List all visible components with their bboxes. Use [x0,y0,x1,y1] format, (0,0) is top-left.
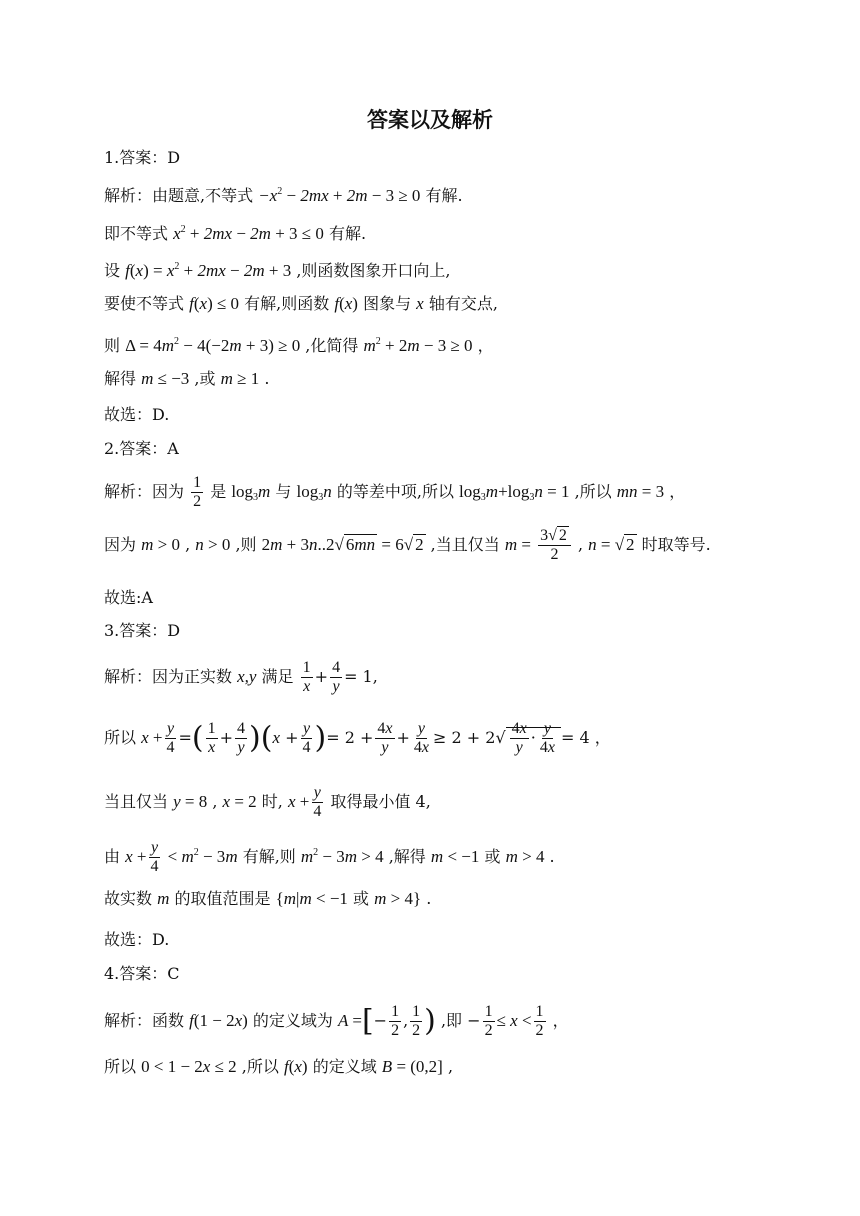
text: 或 [484,847,501,866]
formula: m > 0 [141,535,180,554]
formula: x [416,294,424,313]
text: 的定义域为 [252,1011,333,1030]
q3-line-3 [104,784,431,821]
formula: m [157,889,170,908]
formula: m = [504,535,531,554]
formula: f(x) ≤ 0 [189,294,240,313]
text: 解得 [104,369,137,388]
text: . [264,369,270,388]
formula: $\log_3n$ [296,482,332,503]
text: ， [552,1011,569,1030]
text: , [212,792,218,811]
formula: n > 0 [195,535,231,554]
fraction: $\frac{1}{2}$ [412,1003,421,1039]
formula: m ≤ −3 [141,369,190,388]
q1-answer: 1.答案：D [104,148,181,167]
formula: f(x) [334,294,358,313]
text: . [549,847,555,866]
formula: $m^2 + 2m - 3 \ge 0$ [363,336,473,355]
text: 解析：因为 [104,482,185,501]
formula: $x^2 + 2mx - 2m + 3 \le 0$ [173,224,324,243]
text: ,则函数图象开口向上, [296,261,451,280]
formula: 0 < 1 − 2x ≤ 2 [141,1057,237,1076]
fraction: $\frac{y}{4}$ [302,720,311,756]
formula: n = √ 2 [588,535,635,554]
fraction: $\frac{1}{2}$ [193,474,202,510]
text: ,所以 [241,1057,279,1076]
formula: $f(x) = x^2 + 2mx - 2m + 3$ [125,261,292,280]
q4-line-2 [104,1056,453,1078]
text: ,或 [194,369,216,388]
text: 的定义域 [312,1057,377,1076]
text: 与 [275,482,292,501]
text: , [185,535,191,554]
fraction: $\frac{y}{4x}$ [413,720,430,756]
text: 有解,则函数 [244,294,330,313]
text: ， [594,728,611,747]
text: 轴有交点, [428,294,498,313]
q3-line-5 [104,888,431,910]
text: 图象与 [363,294,412,313]
text: 的等差中项,所以 [336,482,454,501]
fraction: $\frac{y}{4}$ [166,720,175,756]
fraction: $\frac{1}{x}$ [302,659,311,695]
text: ， [669,482,686,501]
formula: $\log_3m$ [231,482,271,503]
formula: $-x^2 - 2mx + 2m - 3 \ge 0$ [258,186,421,205]
text: ,即 [440,1011,463,1030]
fraction: $\frac{y}{4x}$ [539,720,555,756]
fraction: $\frac{4x}{y}$ [511,720,527,756]
q1-line-6 [104,368,269,390]
formula: f(x) [283,1057,308,1076]
q1-pick: 故选：D. [104,405,170,424]
text: 满足 [261,667,294,686]
fraction: $\frac{3√ 2}{2}$ [538,527,571,564]
text: 所以 [104,1057,137,1076]
formula: m ≥ 1 [220,369,260,388]
text: 解析：因为正实数 [104,667,233,686]
text: ,化简得 [305,336,359,355]
text: 由 [104,847,121,866]
text: 设 [104,261,121,280]
q2-answer: 2.答案：A [104,439,179,458]
fraction: $\frac{y}{4}$ [150,839,159,875]
formula: B = (0,2] [381,1057,443,1076]
text: ， [477,336,494,355]
formula: x + [141,728,163,747]
text: 要使不等式 [104,294,185,313]
text: 时, [261,792,283,811]
formula: x + [125,847,147,866]
text: 当且仅当 [104,792,169,811]
formula: < $m^2 - 3m$ [167,847,238,866]
formula: m > 4 [505,847,545,866]
text: 有解. [328,224,367,243]
q2-line-1 [104,474,685,511]
text: 有解. [425,186,463,205]
fraction: $\frac{y}{4}$ [313,784,322,820]
formula: $\log_3m+\log_3n = 1$ [459,482,570,503]
formula: f(1 − 2x) [189,1011,248,1030]
formula: $\Delta = 4m^2 - 4(-2m + 3) \ge 0$ [125,336,301,355]
text: 时取等号. [641,535,711,554]
q1-line-5 [104,331,494,357]
q4-answer: 4.答案：C [104,964,180,983]
text: , [372,667,378,686]
formula: $m^2 - 3m > 4$ [300,847,384,866]
q3-pick: 故选：D. [104,930,170,949]
text: 或 [353,889,370,908]
text: ,所以 [574,482,612,501]
text: 所以 [104,728,137,747]
text: , [577,535,584,554]
formula: ≤ x < [496,1011,532,1030]
text: . [426,889,432,908]
text: 故实数 [104,889,153,908]
fraction: $\frac{1}{x}$ [207,720,216,756]
text: 解析：函数 [104,1011,185,1030]
formula: x,y [237,667,257,686]
page-title: 答案以及解析 [367,108,493,132]
q3-line-1: 解析：因为正实数 x,y 满足 $\frac{1}{x}$ + $\frac{4}{y}$ = 1, [104,659,378,695]
fraction: $\frac{4}{y}$ [332,659,341,695]
q1-line-2 [104,219,366,245]
fraction: $\frac{1}{2}$ [535,1003,544,1039]
q4-line-1: 解析：函数 f(1 − 2x) 的定义域为 A =[− $\frac{1}{2}$ , $\frac{1}{2}$ ) ,即 − $\frac{1}{2}$ ≤ x < $\frac{1}{2}$ ， [104,1003,569,1039]
formula: y = 8 [173,792,208,811]
text: 因为 [104,535,137,554]
text: 有解,则 [242,847,296,866]
text: 解析：由题意,不等式 [104,186,254,205]
text: , [447,1057,454,1076]
text: 的取值范围是 [174,889,271,908]
q3-answer: 3.答案：D [104,621,181,640]
text: 取得最小值 4, [330,792,431,811]
formula: m > 4} [374,889,422,908]
formula: x = 2 [222,792,257,811]
fraction: $\frac{1}{2}$ [391,1003,400,1039]
q1-line-1 [104,181,463,207]
formula: {m|m < −1 [275,889,348,908]
formula: mn = 3 [616,482,665,501]
text: ,解得 [388,847,426,866]
text: 即不等式 [104,224,169,243]
formula: A = [338,1011,362,1030]
text: 是 [210,482,227,501]
text: ,当且仅当 [430,535,500,554]
formula: x + [287,792,310,811]
formula: m < −1 [430,847,480,866]
fraction: $\frac{4x}{y}$ [377,720,393,756]
fraction: $\frac{4}{y}$ [237,720,246,756]
fraction: $\frac{1}{2}$ [484,1003,493,1039]
q1-line-4 [104,293,498,315]
text: ,则 [235,535,257,554]
q3-line-4 [104,839,555,876]
q2-line-2 [104,527,711,564]
formula: 2m + 3n..2√ 6mn = 6√ 2 [261,535,424,554]
q3-line-2: 所以 x + $\frac{y}{4}$ =( $\frac{1}{x}$ + $\frac{4}{y}$ )(x + $\frac{y}{4}$ )= 2 + $\frac{4x}{y}$ + $\frac{y}{4x}$ ≥ 2 + 2√ $\frac{4x}{y}$ · $\frac{y}{4x}$ = 4 ， [104,720,611,756]
q1-line-3 [104,256,451,282]
text: 则 [104,336,121,355]
q2-pick: 故选:A [104,588,153,607]
